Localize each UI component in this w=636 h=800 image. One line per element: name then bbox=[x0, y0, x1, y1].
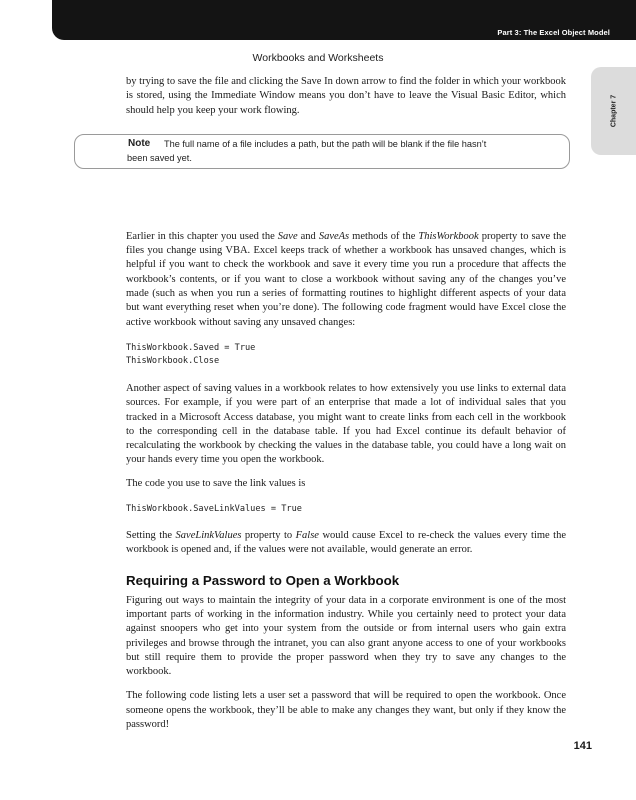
paragraph-4: The code you use to save the link values is bbox=[126, 477, 306, 489]
code-line: ThisWorkbook.Saved = True bbox=[126, 342, 256, 353]
paragraph-2-text-d: property to save the files you change using VBA. Excel keeps track of whether a workbook has unsaved changes, which is helpful if you want to check the workbook and save it every time you run a procedure that affects the workbook’s contents, or if you want to close a workbook without saving any of the changes you’ve made (such as when you run a series of formatting routines to highlight different aspects of your data but want everything reset when you’re done). The following code fragment would have Excel close the active workbook without saving any unsaved changes: bbox=[126, 230, 566, 328]
paragraph-5 bbox=[126, 529, 566, 558]
running-head: Part 3: The Excel Object Model bbox=[497, 28, 610, 37]
saveas-method: SaveAs bbox=[318, 230, 350, 242]
paragraph-6: Figuring out ways to maintain the integrity of your data in a corporate environment is one of the most important parts of working in the information industry. While you certainly need to protect your data against snoopers who get into your system from the outside or from internal users who gain extra privileges and browse through the intranet, you can also grant anyone access to one of your workbooks but still require them to provide the proper password when they try to save any changes to the workbook. bbox=[126, 594, 566, 678]
save-method: Save bbox=[277, 230, 298, 242]
paragraph-2-text-c: methods of the bbox=[349, 230, 419, 242]
chapter-tab-label: Chapter 7 bbox=[610, 94, 617, 128]
note-text-line1: The full name of a file includes a path, but the path will be blank if the file hasn’t bbox=[164, 139, 487, 149]
paragraph-1: by trying to save the file and clicking the Save In down arrow to find the folder in which your workbook is stored, using the Immediate Window means you don’t have to leave the Visual Basic Editor, which should help you keep your work flowing. bbox=[126, 76, 566, 116]
false-keyword: False bbox=[295, 530, 319, 542]
paragraph-5-text-c: would cause Excel to re-check the values every time the workbook is opened and, if the values were not available, would generate an error. bbox=[126, 530, 566, 556]
paragraph-2-text-a: Earlier in this chapter you used the bbox=[126, 230, 278, 242]
savelinkvalues-property: SaveLinkValues bbox=[175, 530, 242, 542]
note-label: Note bbox=[128, 138, 151, 149]
paragraph-2-text-b: and bbox=[297, 230, 319, 242]
paragraph-7: The following code listing lets a user set a password that will be required to open the workbook. Once someone opens the workbook, they’ll be able to make any changes they want, but only if they know the password! bbox=[126, 690, 566, 731]
header-bar bbox=[52, 0, 636, 40]
note-text-line2: been saved yet. bbox=[127, 153, 192, 163]
thisworkbook-property: ThisWorkbook bbox=[418, 230, 479, 242]
page-number: 141 bbox=[573, 740, 592, 752]
paragraph-3: Another aspect of saving values in a workbook relates to how extensively you use links to external data sources. For example, if you were part of an enterprise that made a lot of individual sales that you tracked in a Microsoft Access database, you might want to create links from each cell in the workbook to the corresponding cell in the database table. If you had Excel continue its default behavior of recalculating the workbook by checking the values in the database table, you could have a long wait on your hands every time you open the workbook. bbox=[126, 382, 566, 466]
paragraph-5-text-a: Setting the bbox=[126, 530, 176, 542]
page-title: Workbooks and Worksheets bbox=[252, 52, 384, 64]
code-line: ThisWorkbook.Close bbox=[126, 355, 220, 366]
code-block-1 bbox=[126, 342, 566, 368]
chapter-tab bbox=[591, 67, 636, 155]
code-block-2 bbox=[126, 503, 566, 516]
main-content bbox=[126, 75, 566, 732]
paragraph-2 bbox=[126, 230, 566, 330]
paragraph-5-text-b: property to bbox=[241, 530, 296, 542]
section-heading: Requiring a Password to Open a Workbook bbox=[126, 572, 400, 588]
code-line: ThisWorkbook.SaveLinkValues = True bbox=[126, 504, 302, 515]
